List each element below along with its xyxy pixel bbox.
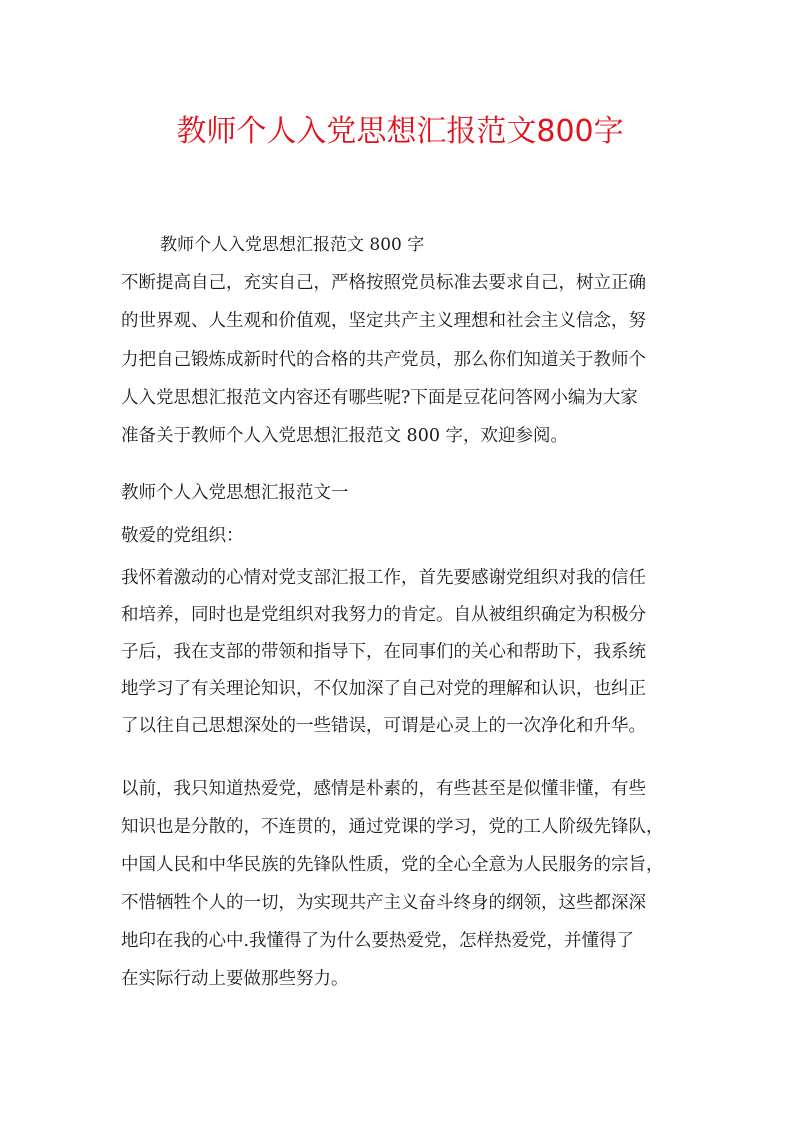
document-title: 教师个人入党思想汇报范文800字 [176,114,624,149]
body-line: 了以往自己思想深处的一些错误，可谓是心灵上的一次净化和升华。 [121,716,646,736]
body-line: 中国人民和中华民族的先锋队性质，党的全心全意为人民服务的宗旨， [121,855,664,875]
body-line: 我怀着激动的心情对党支部汇报工作，首先要感谢党组织对我的信任 [121,568,646,588]
intro-line: 人入党思想汇报范文内容还有哪些呢?下面是豆花问答网小编为大家 [121,388,638,408]
body-line: 知识也是分散的，不连贯的，通过党课的学习，党的工人阶级先锋队， [121,817,664,837]
intro-line: 准备关于教师个人入党思想汇报范文 800 字，欢迎参阅。 [121,426,569,446]
body-line: 以前，我只知道热爱党，感情是朴素的，有些甚至是似懂非懂，有些 [121,779,646,799]
body-line: 地学习了有关理论知识，不仅加深了自己对党的理解和认识，也纠正 [121,679,646,699]
body-line: 和培养，同时也是党组织对我努力的肯定。自从被组织确定为积极分 [121,605,646,625]
body-line: 子后，我在支部的带领和指导下，在同事们的关心和帮助下，我系统 [121,642,646,662]
section-heading: 教师个人入党思想汇报范文一 [121,483,349,503]
body-line: 在实际行动上要做那些努力。 [121,969,349,989]
intro-line: 力把自己锻炼成新时代的合格的共产党员，那么你们知道关于教师个 [121,350,646,370]
document-subtitle: 教师个人入党思想汇报范文 800 字 [160,235,425,255]
intro-line: 不断提高自己，充实自己，严格按照党员标准去要求自己，树立正确 [121,273,646,293]
salutation: 敬爱的党组织： [121,526,244,546]
body-line: 不惜牺牲个人的一切，为实现共产主义奋斗终身的纲领，这些都深深 [121,893,646,913]
intro-line: 的世界观、人生观和价值观，坚定共产主义理想和社会主义信念，努 [121,311,646,331]
body-line: 地印在我的心中.我懂得了为什么要热爱党，怎样热爱党，并懂得了 [121,931,635,951]
